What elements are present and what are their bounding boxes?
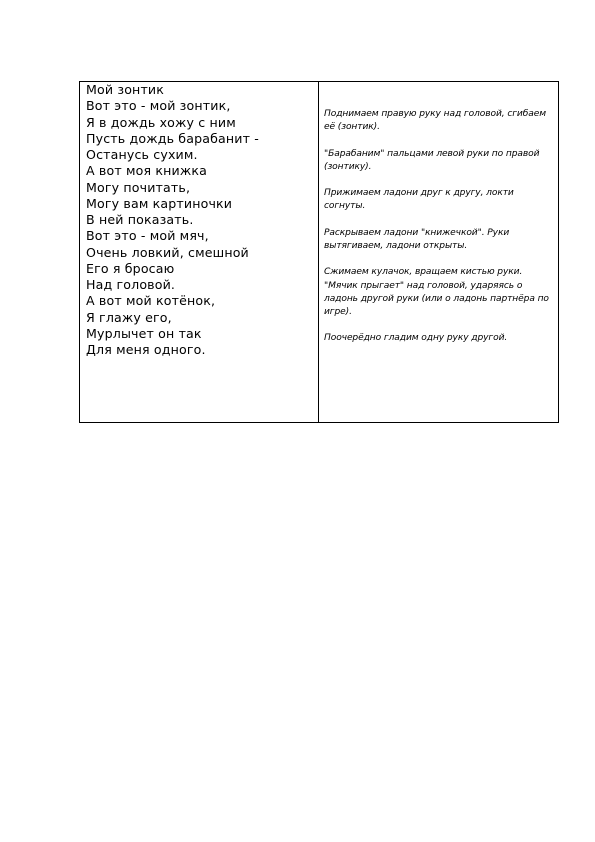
instruction-paragraph: "Барабаним" пальцами левой руки по правой (зонтику).	[324, 148, 540, 172]
instruction-paragraph: Сжимаем кулачок, вращаем кистью руки.	[324, 267, 523, 278]
poem-line: Могу вам картиночки	[86, 195, 233, 211]
poem-line: А вот мой котёнок,	[86, 293, 216, 309]
poem-cell	[80, 82, 319, 423]
poem-text	[80, 82, 318, 358]
instruction-paragraph: Поднимаем правую руку над головой, сгибаем её (зонтик).	[324, 109, 546, 133]
poem-line: Его я бросаю	[86, 260, 175, 276]
poem-line: Очень ловкий, смешной	[86, 244, 249, 260]
instructions-text	[319, 82, 558, 346]
instructions-cell	[319, 82, 559, 423]
poem-line: А вот моя книжка	[86, 163, 207, 179]
poem-line: Над головой.	[86, 277, 176, 292]
poem-line: Я в дождь хожу с ним	[86, 114, 236, 130]
poem-line: Я глажу его,	[86, 309, 172, 325]
instruction-paragraph: "Мячик прыгает" над головой, ударяясь о ладонь другой руки (или о ладонь партнёра по игре).	[324, 280, 549, 317]
poem-line: Вот это - мой зонтик,	[86, 98, 231, 114]
poem-line: Мурлычет он так	[86, 325, 202, 341]
table-row	[80, 82, 559, 423]
instruction-paragraph: Поочерёдно гладим одну руку другой.	[324, 333, 508, 344]
instruction-paragraph: Прижимаем ладони друг к другу, локти согнуты.	[324, 188, 514, 212]
poem-line: В ней показать.	[86, 212, 194, 227]
poem-table	[79, 81, 559, 423]
poem-line: Останусь сухим.	[86, 147, 198, 162]
poem-title: Мой зонтик	[86, 82, 165, 97]
poem-line: Пусть дождь барабанит -	[86, 130, 259, 146]
poem-line: Вот это - мой мяч,	[86, 228, 209, 244]
poem-line: Могу почитать,	[86, 179, 191, 195]
poem-line: Для меня одного.	[86, 342, 206, 357]
instruction-paragraph: Раскрываем ладони "книжечкой". Руки вытягиваем, ладони открыты.	[324, 227, 510, 251]
